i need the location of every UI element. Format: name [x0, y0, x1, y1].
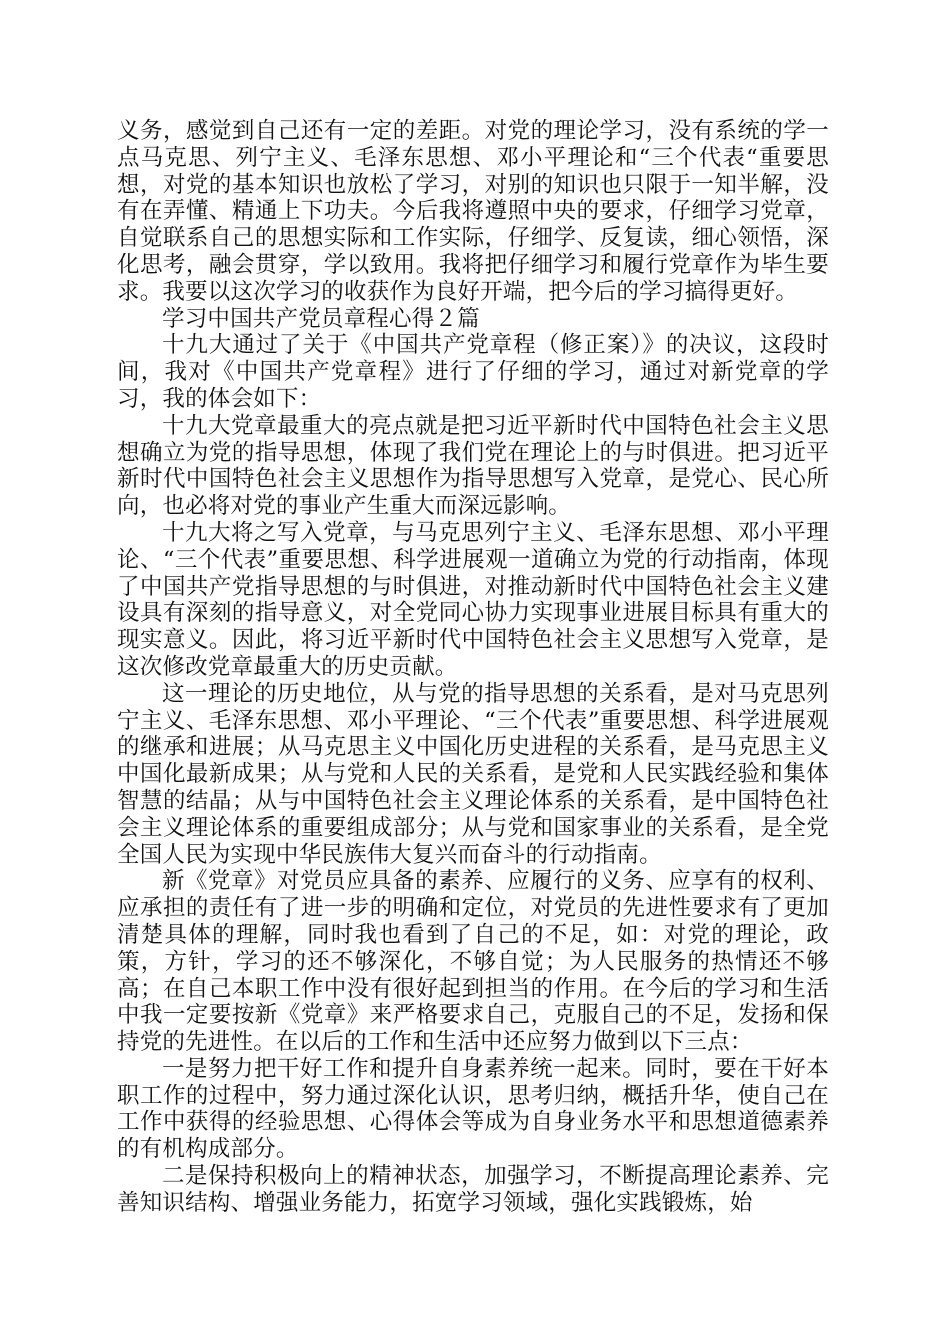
- paragraph-7: 一是努力把干好工作和提升自身素养统一起来。同时，要在干好本职工作的过程中，努力通过深化认识，思考归纳，概括升华，使自己在工作中获得的经验思想、心得体会等成为自身业务水平和思想道德素养的有机构成部分。: [117, 1055, 829, 1163]
- paragraph-8: 二是保持积极向上的精神状态，加强学习，不断提高理论素养、完善知识结构、增强业务能力，拓宽学习领域，强化实践锻炼，始: [117, 1163, 829, 1216]
- paragraph-4: 十九大将之写入党章，与马克思列宁主义、毛泽东思想、邓小平理论、“三个代表”重要思想、科学进展观一道确立为党的行动指南，体现了中国共产党指导思想的与时俱进，对推动新时代中国特色社会主义建设具有深刻的指导意义，对全党同心协力实现事业进展目标具有重大的现实意义。因此，将习近平新时代中国特色社会主义思想写入党章，是这次修改党章最重大的历史贡献。: [117, 519, 829, 680]
- section-title: 学习中国共产党员章程心得２篇: [162, 305, 480, 332]
- paragraph-5: 这一理论的历史地位，从与党的指导思想的关系看，是对马克思列宁主义、毛泽东思想、邓小平理论、“三个代表”重要思想、科学进展观的继承和进展；从马克思主义中国化历史进程的关系看，是马克思主义中国化最新成果；从与党和人民的关系看，是党和人民实践经验和集体智慧的结晶；从与中国特色社会主义理论体系的关系看，是中国特色社会主义理论体系的重要组成部分；从与党和国家事业的关系看，是全党全国人民为实现中华民族伟大复兴而奋斗的行动指南。: [117, 680, 829, 868]
- paragraph-1: 义务，感觉到自己还有一定的差距。对党的理论学习，没有系统的学一点马克思、列宁主义、毛泽东思想、邓小平理论和“三个代表“重要思想，对党的基本知识也放松了学习，对别的知识也只限于一知半解，没有在弄懂、精通上下功夫。今后我将遵照中央的要求，仔细学习党章，自觉联系自己的思想实际和工作实际，仔细学、反复读，细心领悟，深化思考，融会贯穿，学以致用。我将把仔细学习和履行党章作为毕生要求。我要以这次学习的收获作为良好开端，把今后的学习搞得更好。: [117, 118, 829, 305]
- paragraph-3: 十九大党章最重大的亮点就是把习近平新时代中国特色社会主义思想确立为党的指导思想，体现了我们党在理论上的与时俱进。把习近平新时代中国特色社会主义思想作为指导思想写入党章，是党心、民心所向，也必将对党的事业产生重大而深远影响。: [117, 412, 829, 520]
- paragraph-2: 十九大通过了关于《中国共产党章程（修正案）》的决议，这段时间，我对《中国共产党章程》进行了仔细的学习，通过对新党章的学习，我的体会如下：: [117, 332, 829, 412]
- document-page: [117, 118, 829, 1217]
- paragraph-6: 新《党章》对党员应具备的素养、应履行的义务、应享有的权利、应承担的责任有了进一步的明确和定位，对党员的先进性要求有了更加清楚具体的理解，同时我也看到了自己的不足，如：对党的理论，政策，方针，学习的还不够深化，不够自觉；为人民服务的热情还不够高；在自己本职工作中没有很好起到担当的作用。在今后的学习和生活中我一定要按新《党章》来严格要求自己，克服自己的不足，发扬和保持党的先进性。在以后的工作和生活中还应努力做到以下三点：: [117, 868, 829, 1056]
